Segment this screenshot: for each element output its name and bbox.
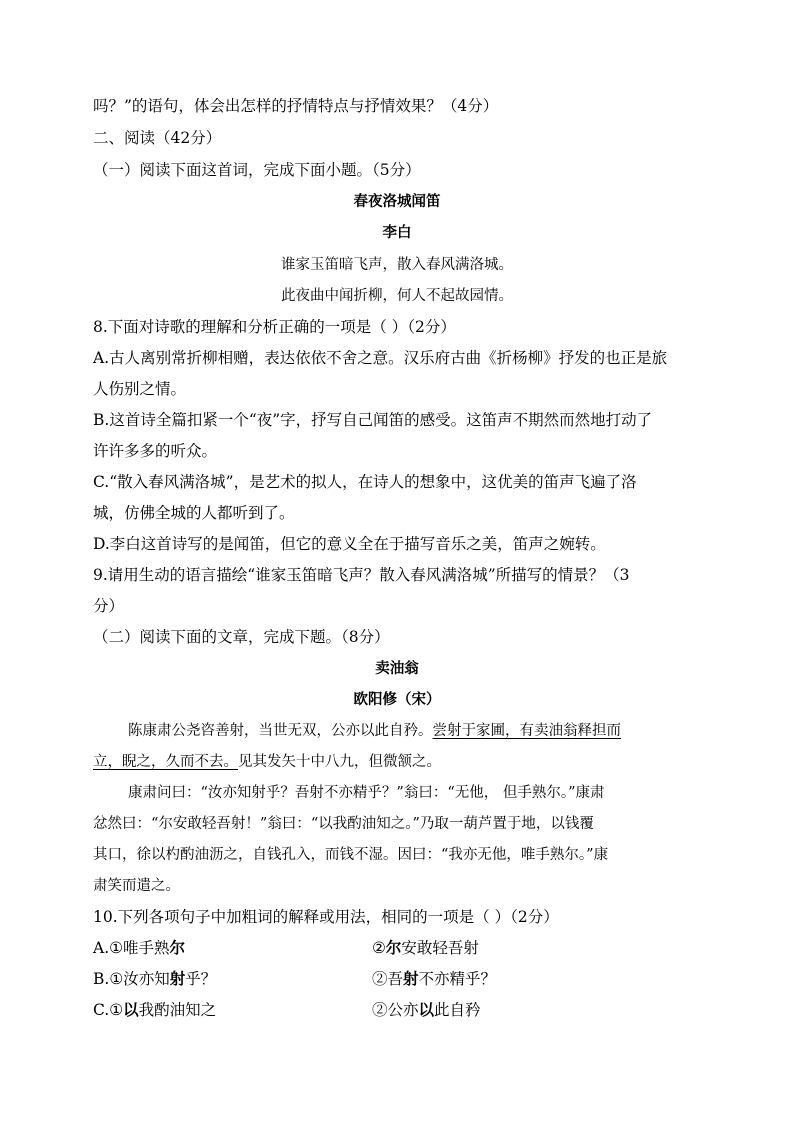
question-8-option-a-line1: A.古人离别常折柳相赠，表达依依不舍之意。汉乐府古曲《折杨柳》抒发的也正是旅 — [93, 349, 668, 367]
question-9-line2: 分） — [93, 597, 125, 615]
essay-title: 卖油翁 — [375, 660, 419, 677]
essay-paragraph-2-line1: 康肃问曰：“汝亦知射乎？吾射不亦精乎？”翁曰：“无他， 但手熟尔。”康肃 — [128, 785, 605, 801]
option-label: B. — [93, 970, 110, 988]
bold-word: 尔 — [169, 938, 186, 957]
bold-word: 以 — [418, 1000, 435, 1019]
question-8-option-d: D.李白这首诗写的是闻笛，但它的意义全在于描写音乐之美，笛声之婉转。 — [93, 535, 606, 553]
bold-word: 以 — [123, 1000, 139, 1019]
option-text: 不亦精乎？ — [418, 970, 497, 988]
option-text: 此自矜 — [434, 1001, 481, 1019]
option-text: 乎？ — [185, 970, 217, 988]
essay-paragraph-2-line4: 肃笑而遣之。 — [93, 878, 180, 894]
question-10-option-b-second — [372, 969, 496, 989]
option-text: ①汝亦知 — [109, 970, 170, 988]
essay-text-plain: 陈康肃公尧咨善射，当世无双，公亦以此自矜。 — [128, 723, 433, 739]
option-label: A. — [93, 939, 110, 957]
question-8-option-b-line1: B.这首诗全篇扣紧一个“夜”字，抒写自己闻笛的感受。这笛声不期然而然地打动了 — [93, 411, 653, 429]
question-8-option-c-line1: C.“散入春风满洛城”，是艺术的拟人，在诗人的想象中，这优美的笛声飞遍了洛 — [93, 473, 637, 491]
poem-line-2: 此夜曲中闻折柳，何人不起故园情。 — [281, 288, 513, 304]
question-8-option-a-line2: 人伤别之情。 — [93, 380, 187, 398]
question-9-line1: 9.请用生动的语言描绘“谁家玉笛暗飞声？散入春风满洛城”所描写的情景？（3 — [93, 566, 630, 584]
essay-paragraph-1-line2 — [93, 752, 693, 772]
poem-title: 春夜洛城闻笛 — [353, 193, 441, 210]
essay-text-underlined: 尝射于家圃，有卖油翁释担而 — [432, 723, 621, 739]
essay-paragraph-2-line2: 忿然曰：“尔安敢轻吾射！”翁曰：“以我酌油知之。”乃取一葫芦置于地，以钱覆 — [93, 816, 594, 832]
question-10-option-a-second — [372, 938, 479, 958]
question-10: 10.下列各项句子中加粗词的解释或用法，相同的一项是（ ）（2分） — [93, 908, 559, 926]
question-8-option-c-line2: 城，仿佛全城的人都听到了。 — [93, 504, 295, 522]
question-10-option-c-second — [372, 1000, 481, 1020]
option-text: ① — [109, 1001, 124, 1019]
essay-text-underlined: 立，睨之，久而不去。 — [93, 754, 238, 770]
question-8: 8.下面对诗歌的理解和分析正确的一项是（ ）（2分） — [93, 318, 456, 336]
option-label: C. — [93, 1001, 110, 1019]
question-7-continuation: 吗？”的语句，体会出怎样的抒情特点与抒情效果？（4分） — [93, 97, 499, 115]
option-text: ②吾 — [372, 970, 404, 988]
poem-author: 李白 — [382, 224, 412, 241]
essay-paragraph-1-line1 — [128, 721, 728, 741]
option-text: 我酌油知之 — [138, 1001, 217, 1019]
bold-word: 射 — [169, 969, 186, 988]
essay-text-plain: 见其发矢十中八九，但微颔之。 — [238, 754, 441, 770]
essay-author: 欧阳修（宋） — [353, 691, 441, 708]
section-reading-heading: 二、阅读（42分） — [93, 129, 222, 147]
bold-word: 尔 — [385, 938, 402, 957]
option-text: ② — [372, 939, 386, 957]
subsection-two-heading: （二）阅读下面的文章，完成下题。（8分） — [93, 628, 390, 646]
bold-word: 射 — [403, 969, 419, 988]
option-text: 安敢轻吾射 — [401, 939, 479, 957]
question-8-option-b-line2: 许许多多的听众。 — [93, 442, 218, 460]
option-text: ①唯手熟 — [109, 939, 170, 957]
subsection-one-heading: （一）阅读下面这首词，完成下面小题。（5分） — [93, 161, 421, 179]
option-text: ②公亦 — [372, 1001, 419, 1019]
essay-paragraph-2-line3: 其口，徐以杓酌油沥之，自钱孔入，而钱不湿。因曰：“我亦无他，唯手熟尔。”康 — [93, 847, 609, 863]
poem-line-1: 谁家玉笛暗飞声，散入春风满洛城。 — [281, 257, 513, 273]
